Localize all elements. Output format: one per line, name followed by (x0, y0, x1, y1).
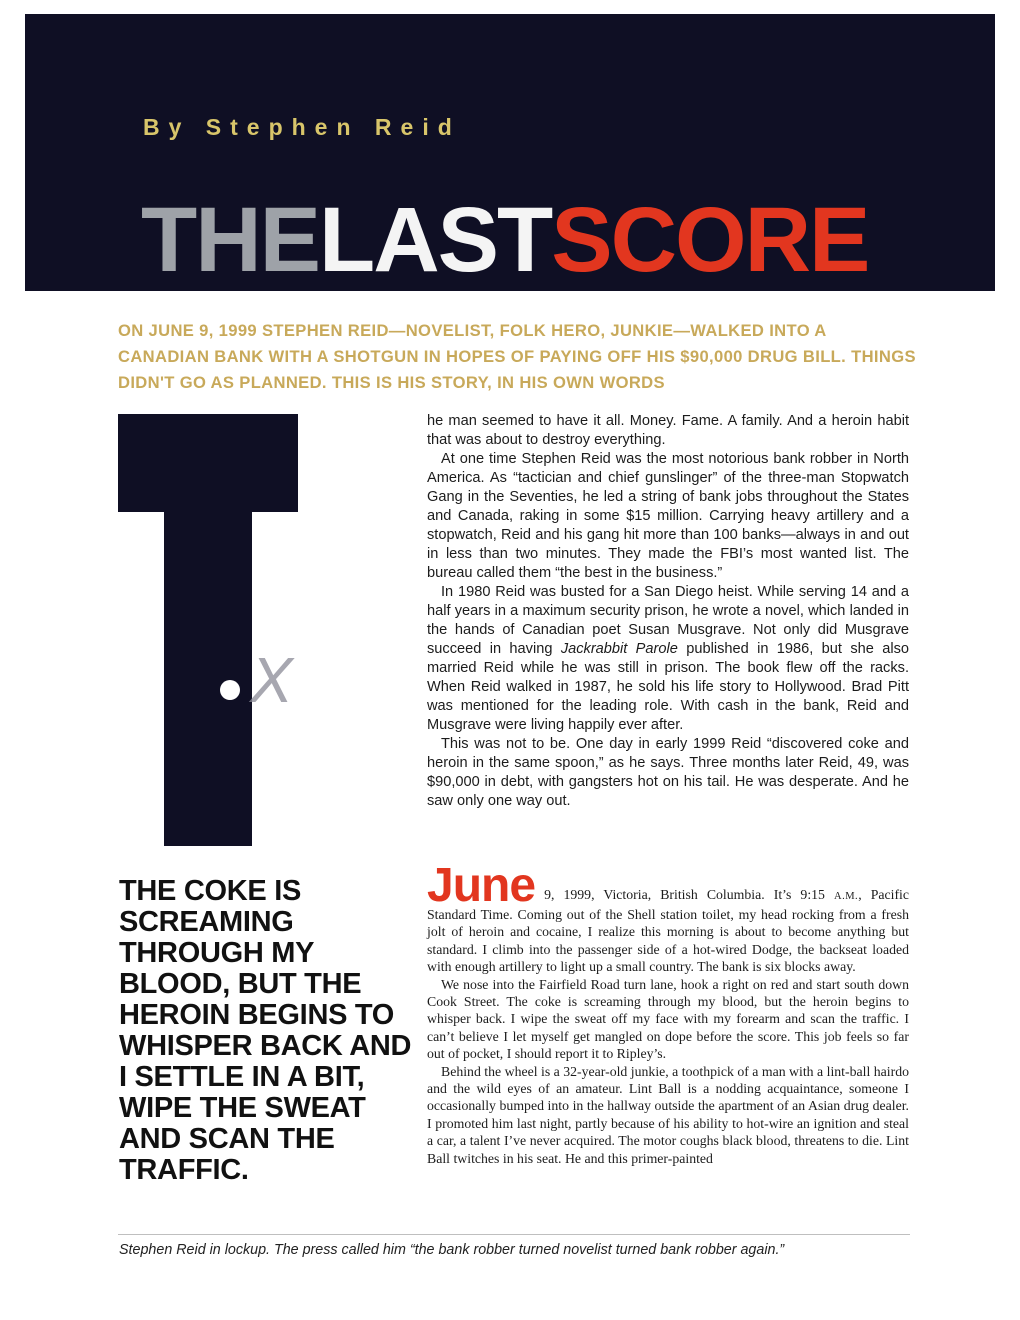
bullet-hole-2 (220, 680, 240, 700)
photo-caption: Stephen Reid in lockup. The press called him “the bank robber turned novelist turned bank robber again.” (119, 1242, 785, 1258)
bullet-hole-3 (255, 719, 279, 743)
story-column (427, 859, 909, 1167)
caption-rule (118, 1234, 910, 1235)
time-am: A.M. (834, 891, 859, 902)
pull-quote: THE COKE IS SCREAMING THROUGH MY BLOOD, BUT THE HEROIN BEGINS TO WHISPER BACK AND I SETTLE IN A BIT, WIPE THE SWEAT AND SCAN THE TRAFFIC. (119, 875, 412, 1186)
intro-paragraph-1: he man seemed to have it all. Money. Fame. A family. And a heroin habit that was about to destroy everything. (427, 413, 909, 448)
lead-word: June (427, 859, 536, 912)
bullet-hole-1 (275, 541, 297, 563)
story-paragraph-1 (427, 859, 909, 976)
article-deck: ON JUNE 9, 1999 STEPHEN REID—NOVELIST, FOLK HERO, JUNKIE—WALKED INTO A CANADIAN BANK WITH A SHOTGUN IN HOPES OF PAYING OFF HIS $90,000 DRUG BILL. THINGS DIDN'T GO AS PLANNED. THIS IS HIS STORY, IN HIS OWN WORDS (118, 321, 916, 392)
headline-part-the: THE (141, 189, 319, 291)
intro-paragraph-3-start: In 1980 Reid was busted for a San Diego heist. While serving 14 and a half years in a maximum security prison, he wrote a novel, which landed in the hands of Canadian poet Susan Musgrave. Not only did Musgrave succeed in having (427, 584, 909, 657)
intro-paragraph-3-end: published in 1986, but she also married Reid while he was still in prison. The book flew off the racks. When Reid walked in 1987, he sold his life story to Hollywood. Brad Pitt was mentioned for the leading role. With cash in the bank, Reid and Musgrave were living happily ever after. (427, 641, 909, 733)
scratch-x-mark: X (250, 644, 293, 716)
intro-paragraph-3 (427, 583, 909, 735)
story-paragraph-2: We nose into the Fairfield Road turn lane, hook a right on red and start south down Cook Street. The coke is screaming through my blood, but the heroin begins to whisper back. I wipe the sweat off my face with my forearm and scan the traffic. I can’t believe I let myself get mangled on dope before the score. This job feels so far out of pocket, I should report it to Ripley’s. (427, 976, 909, 1062)
headline-part-last: LAST (319, 189, 552, 291)
story-paragraph-3: Behind the wheel is a 32-year-old junkie, a toothpick of a man with a lint-ball hairdo and the wild eyes of an amateur. Lint Ball is a nodding acquaintance, someone I occasionally bumped into in the hallway outside the apartment of an Asian drug dealer. I promoted him last night, partly because of his ability to hot-wire an ignition and steal a car, a talent I’ve never acquired. The motor coughs black blood, threatens to die. Lint Ball twitches in his seat. He and this primer-painted (427, 1063, 909, 1166)
title-banner (25, 14, 995, 291)
headline-part-score: SCORE (551, 189, 869, 291)
book-title: Jackrabbit Parole (560, 641, 678, 657)
headline (141, 190, 868, 290)
intro-column (427, 412, 909, 811)
intro-paragraph-2: At one time Stephen Reid was the most notorious bank robber in North America. As “tactician and chief gunslinger” of the three-man Stopwatch Gang in the Seventies, he led a string of bank jobs throughout the States and Canada, raking in some $15 million. Carrying heavy artillery and a stopwatch, Reid and his gang hit more than 100 banks—always in and out in less than two minutes. They made the FBI’s most wanted list. The bureau called them “the best in the business.” (427, 451, 909, 581)
intro-paragraph-4: This was not to be. One day in early 1999 Reid “discovered coke and heroin in the same spoon,” as he says. Three months later Reid, 49, was $90,000 in debt, with gangsters hot on his tail. He was desperate. And he saw only one way out. (427, 736, 909, 809)
byline: By Stephen Reid (143, 114, 461, 140)
dropcap-stem (164, 414, 252, 846)
dropcap-letter-t (118, 414, 298, 846)
story-paragraph-1-end: , Pacific Standard Time. Coming out of the Shell station toilet, my head rocking from a fresh jolt of heroin and cocaine, I realize this morning is about to become anything but standard. I climb into the passenger side of a hot-wired Dodge, the backseat loaded with enough artillery to light up a small country. The bank is six blocks away. (427, 887, 909, 975)
story-paragraph-1-start: 9, 1999, Victoria, British Columbia. It’s 9:15 (535, 887, 835, 902)
